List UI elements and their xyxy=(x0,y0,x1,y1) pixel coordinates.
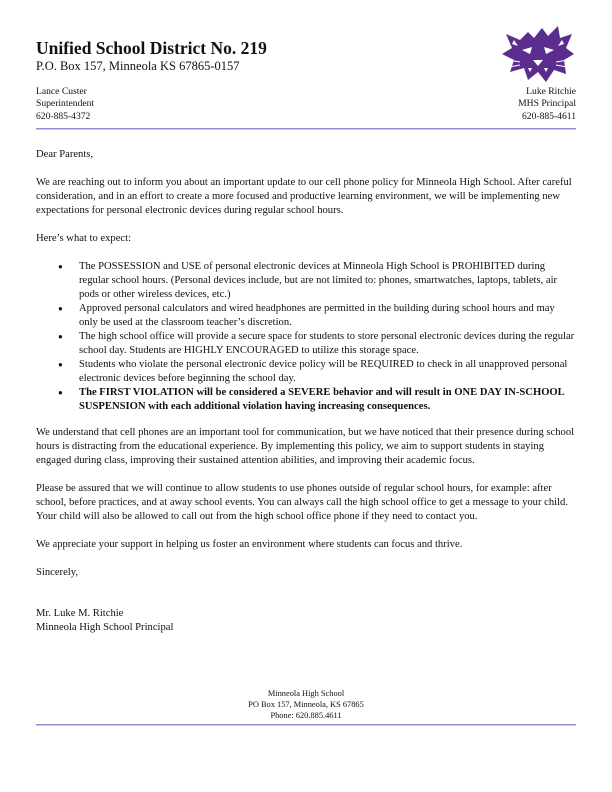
list-item: ● The POSSESSION and USE of personal electronic devices at Minneola High School is PROHIBITED during regular school hours. (Personal devices include, but are not limited to: phones, smartwatches, laptops, tablets, air pods or other wireless devices, etc.) xyxy=(79,260,576,302)
signature-block xyxy=(36,607,576,635)
policy-list xyxy=(36,260,576,414)
list-item: ● Students who violate the personal electronic device policy will be REQUIRED to check in all unapproved personal electronic devices before beginning the school day. xyxy=(79,358,576,386)
footer-phone: Phone: 620.885.4611 xyxy=(270,711,342,720)
footer-divider xyxy=(36,724,576,726)
principal-name: Luke Ritchie xyxy=(526,86,576,97)
header-divider xyxy=(36,128,576,130)
principal-title: MHS Principal xyxy=(518,98,576,110)
signer-name: Mr. Luke M. Ritchie xyxy=(36,608,124,619)
appreciate-paragraph: We appreciate your support in helping us foster an environment where students can focus and thrive. xyxy=(36,539,463,550)
letter-body xyxy=(36,148,576,635)
assured-paragraph: Please be assured that we will continue to allow students to use phones outside of regular school hours, for example: after school, before practices, and at away school events. You can always call the high school office to get a message to your child. Your child will also be allowed to call out from the high school office phone if they need to contact you. xyxy=(36,483,568,522)
footer-school: Minneola High School xyxy=(267,689,345,698)
page-footer xyxy=(0,688,612,721)
footer-address: PO Box 157, Minneola, KS 67865 xyxy=(248,700,364,709)
principal-phone: 620-885-4611 xyxy=(521,110,576,122)
expect-heading: Here’s what to expect: xyxy=(36,233,132,244)
letter-closing xyxy=(36,426,576,635)
understand-paragraph: We understand that cell phones are an important tool for communication, but we have noticed that their presence during school hours is distracting from the educational experience. By implementing this policy, we aim to support students in staying engaged during class, improving their sustained attention abilities, and improving their academic focus. xyxy=(36,427,575,466)
superintendent-contact xyxy=(36,86,94,123)
principal-contact xyxy=(518,86,576,123)
superintendent-phone: 620-885-4372 xyxy=(36,110,91,122)
intro-paragraph: We are reaching out to inform you about an important update to our cell phone policy for Minneola High School. After careful consideration, and in an effort to create a more focused and productive learning environment, we will be implementing new expectations for personal electronic devices during regular school hours. xyxy=(36,177,572,216)
list-item-violation: ● The FIRST VIOLATION will be considered a SEVERE behavior and will result in ONE DAY IN-SCHOOL SUSPENSION with each additional violation having increasing consequences. xyxy=(79,386,576,414)
list-item: ● The high school office will provide a secure space for students to store personal electronic devices during the regular school day. Students are HIGHLY ENCOURAGED to utilize this storage space. xyxy=(79,330,576,358)
list-item: ● Approved personal calculators and wired headphones are permitted in the building during school hours and may only be used at the classroom teacher’s discretion. xyxy=(79,302,576,330)
district-address: P.O. Box 157, Minneola KS 67865-0157 xyxy=(36,59,240,73)
superintendent-name: Lance Custer xyxy=(36,86,87,97)
sign-off: Sincerely, xyxy=(36,567,78,578)
greeting: Dear Parents, xyxy=(36,149,94,160)
superintendent-title: Superintendent xyxy=(36,98,95,110)
wildcat-mascot-icon xyxy=(500,20,576,86)
signer-title: Minneola High School Principal xyxy=(36,622,174,633)
district-title: Unified School District No. 219 xyxy=(36,38,267,58)
